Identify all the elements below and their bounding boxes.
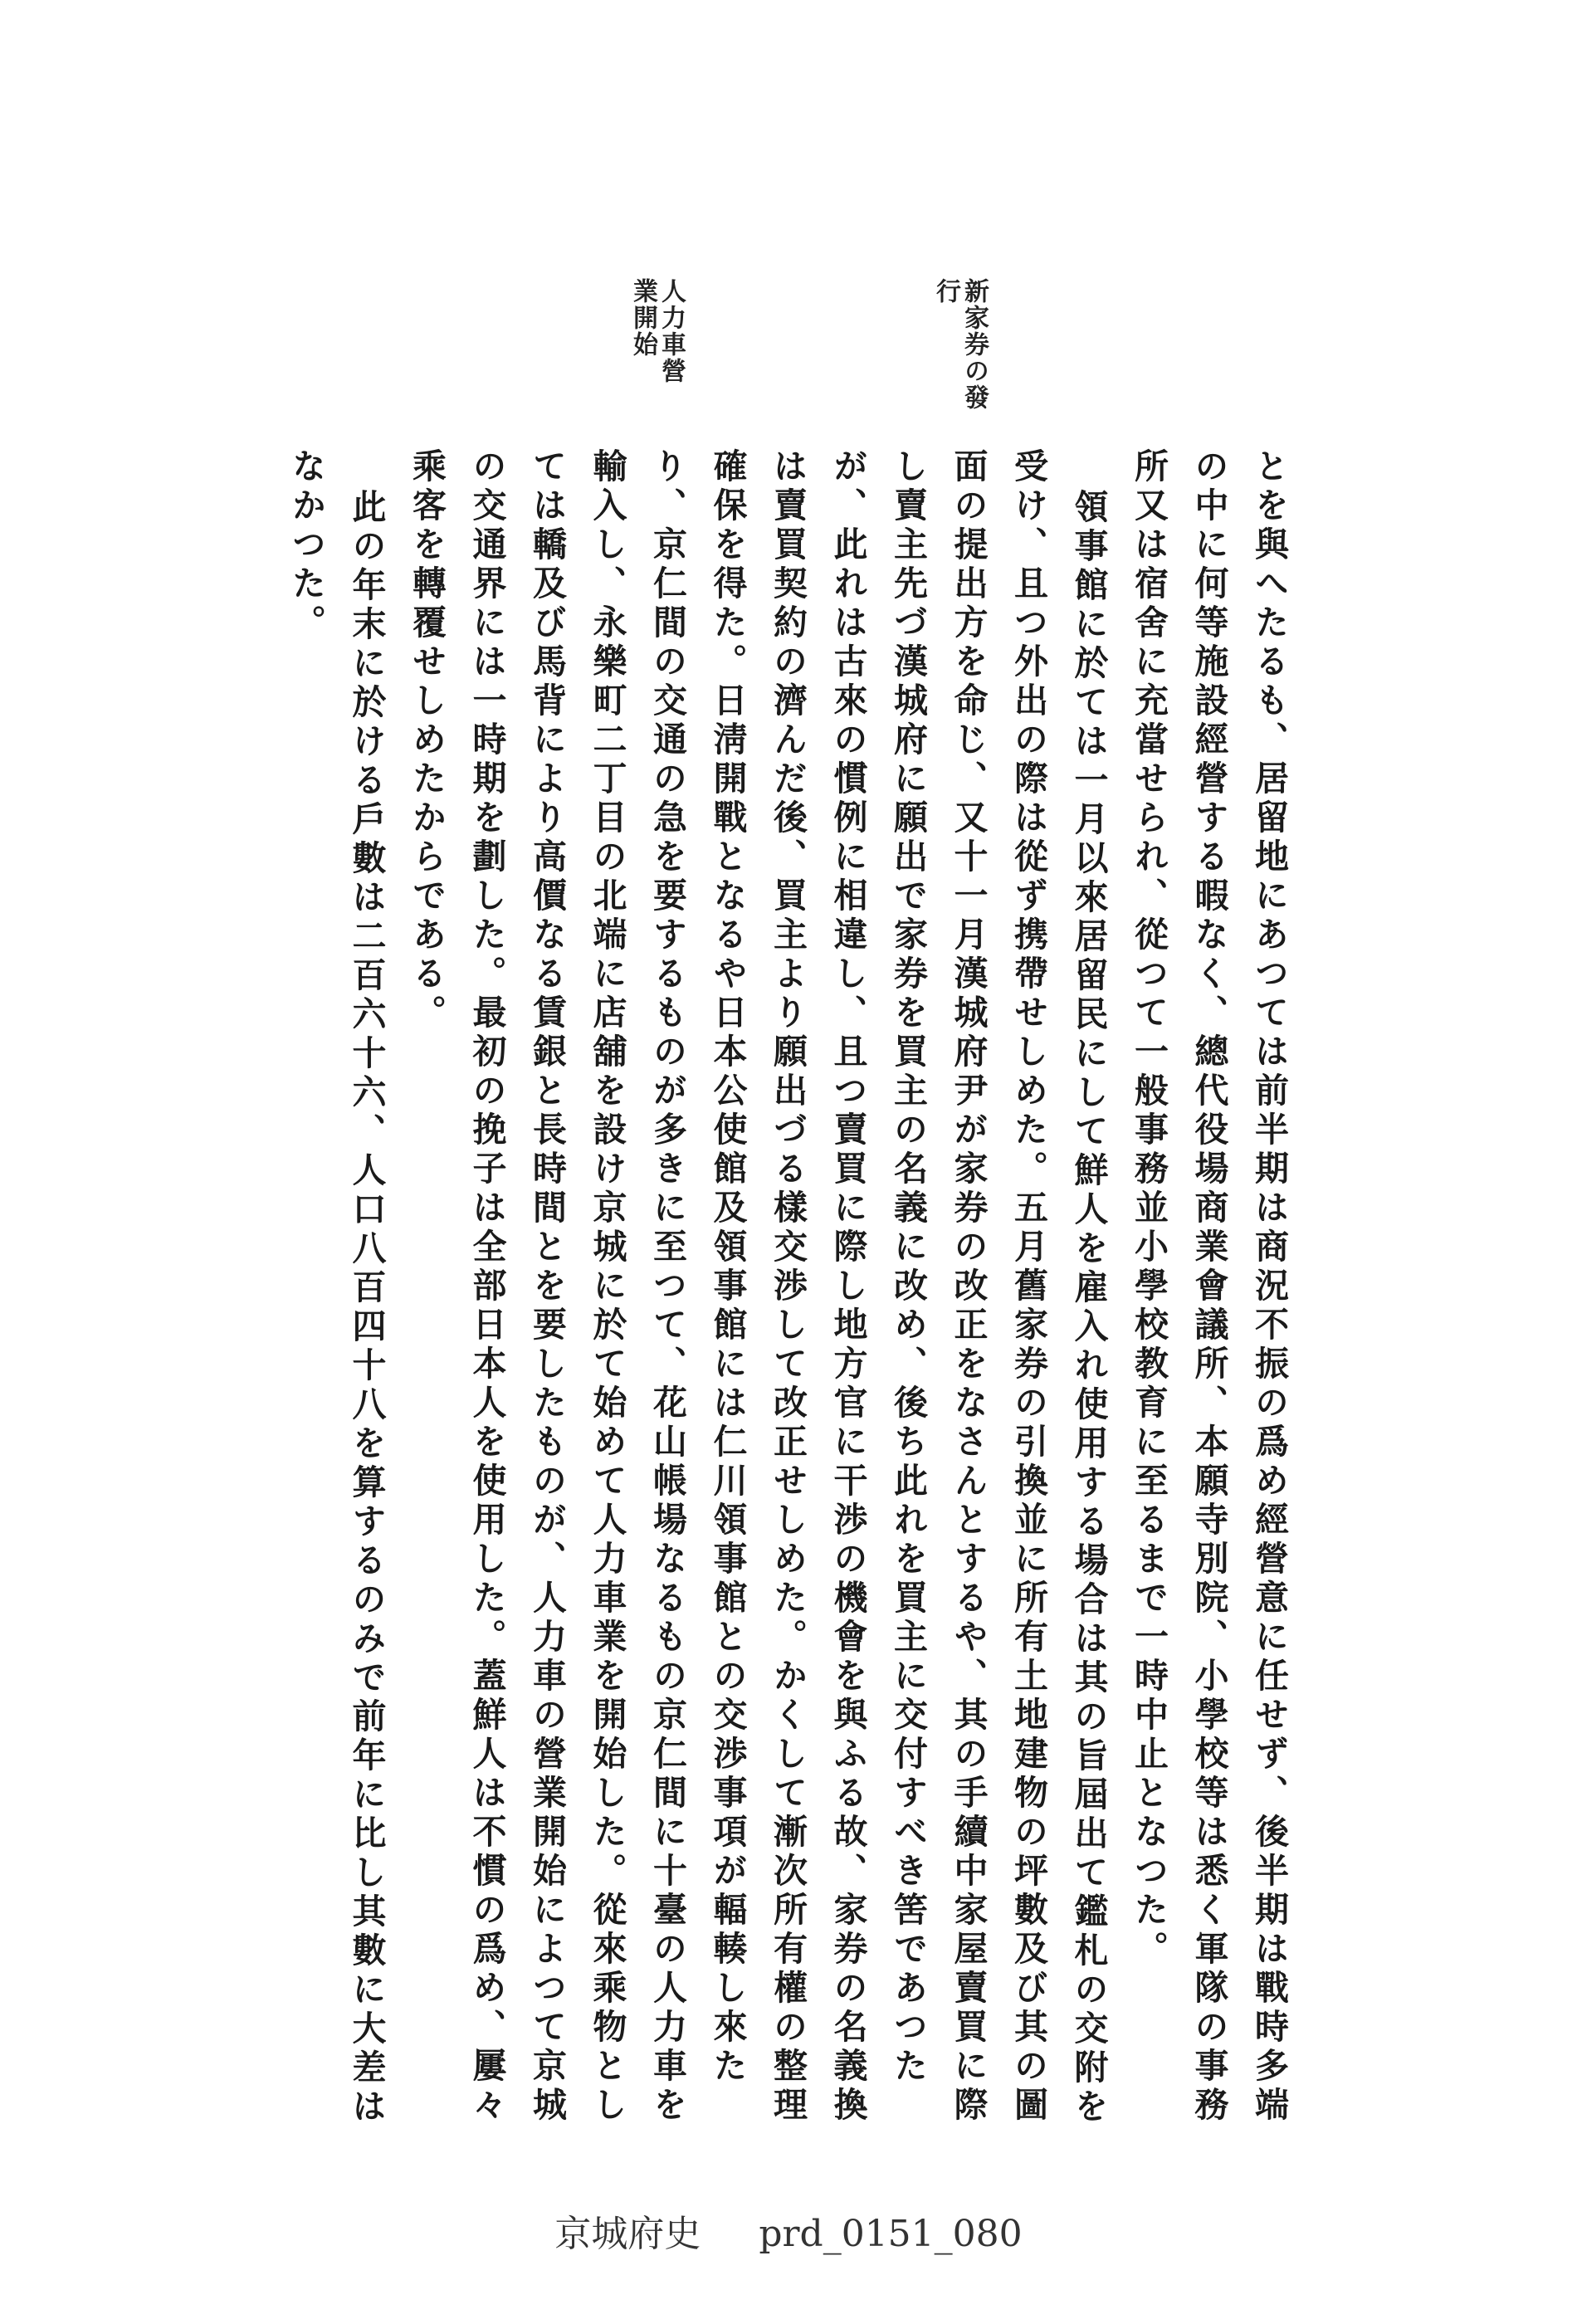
side-note-new-house-deeds: 新家券の發行 — [931, 278, 989, 411]
body-text — [276, 448, 1300, 2141]
paragraph-1: とを與へたるも、居留地にあつては前半期は商況不振の爲め經營意に任せず、後半期は戰時多端の中に何等施設經營する暇なく、總代役場商業會議所、本願寺別院、小學校等は悉く軍隊の事務所又は宿舍に充當せられ、從つて一般事務並小學校教育に至るまで一時中止となつた。 — [1129, 448, 1289, 2126]
side-note-rickshaw-business: 人力車營業開始 — [628, 278, 686, 384]
paragraph-2: 領事館に於ては一月以來居留民にして鮮人を雇入れ使用する場合は其の旨屆出て鑑札の交附を受け、且つ外出の際は從ず携帶せしめた。五月舊家券の引換並に所有土地建物の坪數及び其の圖面の提出方を命じ、又十一月漢城府尹が家券の改正をなさんとするや、其の手續中家屋賣買に際し賣主先づ漢城府に願出で家券を買主の名義に改め、後ち此れを買主に交付すべき筈であつたが、此れは古來の慣例に相違し、且つ賣買に際し地方官に干渉の機會を與ふる故、家券の名義換は賣買契約の濟んだ後、買主より願出づる樣交渉して改正せしめた。かくして漸次所有權の整理確保を得た。日淸開戰となるや日本公使館及領事館には仁川領事館との交渉事項が輻輳し來たり、京仁間の交通の急を要するものが多きに至つて、花山帳場なるもの京仁間に十臺の人力車を輸入し、永樂町二丁目の北端に店舖を設け京城に於て始めて人力車業を開始した。從來乘物としては轎及び馬背により高價なる賃銀と長時間とを要したものが、人力車の營業開始によつて京城の交通界には一時期を劃した。最初の挽子は全部日本人を使用した。蓋鮮人は不慣の爲め、屢々乘客を轉覆せしめたからである。 — [407, 448, 1109, 2128]
paragraph-3: 此の年末に於ける戶數は二百六十六、人口八百四十八を算するのみで前年に比し其數に大差はなかつた。 — [286, 448, 387, 2128]
footer-title: 京城府史 — [554, 2213, 701, 2255]
page-footer — [0, 2204, 1577, 2257]
footer-page-id: prd_0151_080 — [759, 2213, 1023, 2255]
